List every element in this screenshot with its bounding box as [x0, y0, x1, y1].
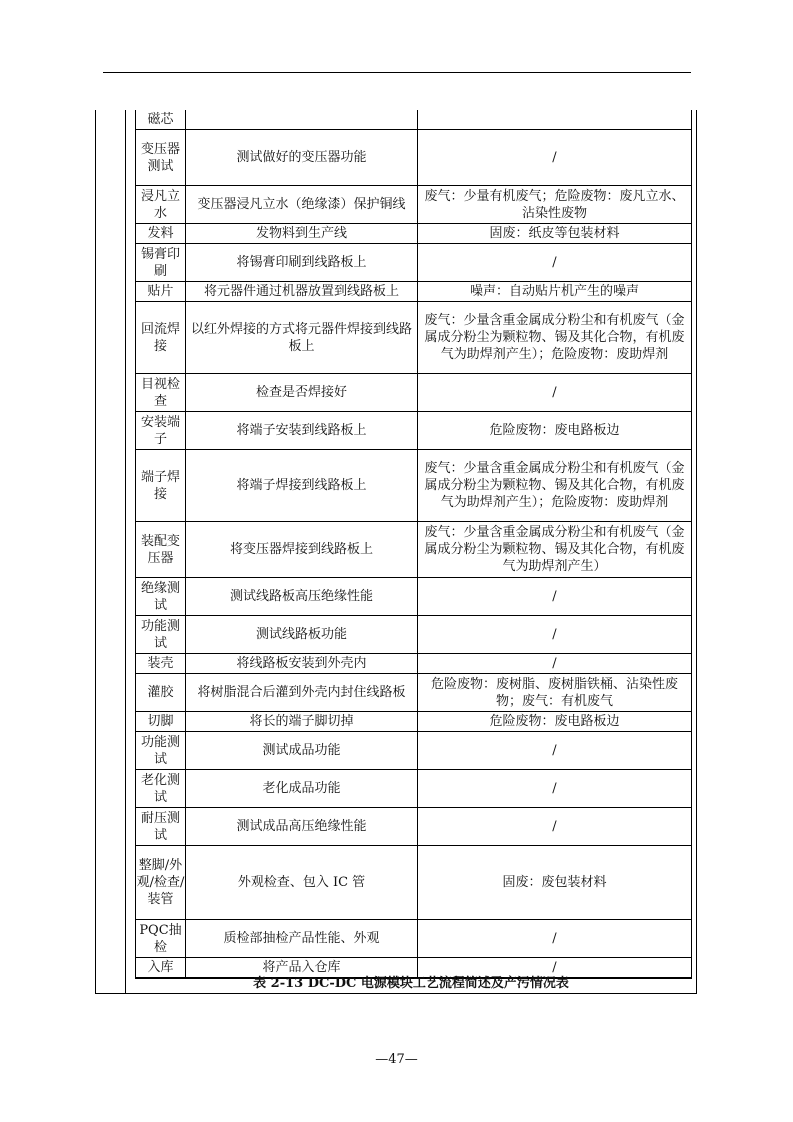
step-cell: 老化测试 — [136, 770, 186, 808]
description-cell: 测试成品高压绝缘性能 — [186, 808, 418, 846]
description-cell: 测试线路板高压绝缘性能 — [186, 578, 418, 616]
table-row — [136, 374, 692, 412]
pollution-cell: 废气：少量含重金属成分粉尘和有机废气（金属成分粉尘为颗粒物、锡及其化合物，有机废气为助焊剂产生）；危险废物：废助焊剂 — [418, 302, 692, 374]
table-row — [136, 282, 692, 302]
step-cell: 入库 — [136, 958, 186, 979]
description-cell: 将元器件通过机器放置到线路板上 — [186, 282, 418, 302]
step-cell: 回流焊接 — [136, 302, 186, 374]
pollution-cell: / — [418, 808, 692, 846]
process-table — [135, 110, 692, 979]
description-cell: 将变压器焊接到线路板上 — [186, 522, 418, 578]
pollution-cell: / — [418, 578, 692, 616]
step-cell: 功能测试 — [136, 732, 186, 770]
table-row — [136, 522, 692, 578]
pollution-cell: 危险废物：废树脂、废树脂铁桶、沾染性废物；废气：有机废气 — [418, 674, 692, 712]
table-row — [136, 846, 692, 920]
step-cell: 贴片 — [136, 282, 186, 302]
pollution-cell: 废气：少量含重金属成分粉尘和有机废气（金属成分粉尘为颗粒物、锡及其化合物，有机废气为助焊剂产生）；危险废物：废助焊剂 — [418, 450, 692, 522]
description-cell: 将端子安装到线路板上 — [186, 412, 418, 450]
pollution-cell: / — [418, 732, 692, 770]
step-cell: 装配变压器 — [136, 522, 186, 578]
step-cell: 装壳 — [136, 654, 186, 674]
description-cell: 将端子焊接到线路板上 — [186, 450, 418, 522]
table-row — [136, 244, 692, 282]
step-cell: 安装端子 — [136, 412, 186, 450]
table-row — [136, 674, 692, 712]
pollution-cell: / — [418, 244, 692, 282]
pollution-cell: 废气：少量有机废气；危险废物：废凡立水、沾染性废物 — [418, 186, 692, 224]
step-cell: 磁芯 — [136, 110, 186, 130]
table-row — [136, 302, 692, 374]
pollution-cell: 危险废物：废电路板边 — [418, 412, 692, 450]
step-cell: 切脚 — [136, 712, 186, 732]
description-cell: 检查是否焊接好 — [186, 374, 418, 412]
table-row — [136, 770, 692, 808]
description-cell: 测试做好的变压器功能 — [186, 130, 418, 186]
pollution-cell: 危险废物：废电路板边 — [418, 712, 692, 732]
inner-frame-line — [125, 110, 126, 994]
pollution-cell: / — [418, 920, 692, 958]
pollution-cell: / — [418, 616, 692, 654]
description-cell: 将长的端子脚切掉 — [186, 712, 418, 732]
step-cell: 浸凡立水 — [136, 186, 186, 224]
pollution-cell: / — [418, 654, 692, 674]
page-number: —47— — [375, 1052, 418, 1067]
pollution-cell: / — [418, 770, 692, 808]
pollution-cell: 废气：少量含重金属成分粉尘和有机废气（金属成分粉尘为颗粒物、锡及其化合物，有机废气为助焊剂产生） — [418, 522, 692, 578]
description-cell: 老化成品功能 — [186, 770, 418, 808]
description-cell: 测试线路板功能 — [186, 616, 418, 654]
description-cell: 测试成品功能 — [186, 732, 418, 770]
table-row — [136, 712, 692, 732]
step-cell: 锡膏印刷 — [136, 244, 186, 282]
pollution-cell: / — [418, 374, 692, 412]
table-row — [136, 654, 692, 674]
description-cell: 发物料到生产线 — [186, 224, 418, 244]
description-cell: 将树脂混合后灌到外壳内封住线路板 — [186, 674, 418, 712]
table-row — [136, 732, 692, 770]
step-cell: 端子焊接 — [136, 450, 186, 522]
step-cell: 功能测试 — [136, 616, 186, 654]
step-cell: 整脚/外观/检查/装管 — [136, 846, 186, 920]
description-cell: 质检部抽检产品性能、外观 — [186, 920, 418, 958]
table-row — [136, 224, 692, 244]
header-rule — [103, 72, 691, 73]
step-cell: PQC抽检 — [136, 920, 186, 958]
table-row — [136, 186, 692, 224]
pollution-cell: / — [418, 958, 692, 979]
description-cell: 将锡膏印刷到线路板上 — [186, 244, 418, 282]
table-row — [136, 808, 692, 846]
step-cell: 灌胶 — [136, 674, 186, 712]
table-row — [136, 616, 692, 654]
pollution-cell: 噪声：自动贴片机产生的噪声 — [418, 282, 692, 302]
step-cell: 发料 — [136, 224, 186, 244]
step-cell: 变压器测试 — [136, 130, 186, 186]
table-row — [136, 920, 692, 958]
pollution-cell — [418, 110, 692, 130]
step-cell: 耐压测试 — [136, 808, 186, 846]
table-row — [136, 110, 692, 130]
pollution-cell: 固废：纸皮等包装材料 — [418, 224, 692, 244]
description-cell: 以红外焊接的方式将元器件焊接到线路板上 — [186, 302, 418, 374]
step-cell: 绝缘测试 — [136, 578, 186, 616]
table-caption: 表 2-13 DC-DC 电源模块工艺流程简述及产污情况表 — [253, 976, 569, 991]
description-cell: 将线路板安装到外壳内 — [186, 654, 418, 674]
table-row — [136, 412, 692, 450]
step-cell: 目视检查 — [136, 374, 186, 412]
pollution-cell: / — [418, 130, 692, 186]
table-row — [136, 578, 692, 616]
description-cell: 变压器浸凡立水（绝缘漆）保护铜线 — [186, 186, 418, 224]
table-row — [136, 130, 692, 186]
description-cell: 外观检查、包入 IC 管 — [186, 846, 418, 920]
description-cell: 将产品入仓库 — [186, 958, 418, 979]
description-cell — [186, 110, 418, 130]
pollution-cell: 固废：废包装材料 — [418, 846, 692, 920]
table-row — [136, 450, 692, 522]
